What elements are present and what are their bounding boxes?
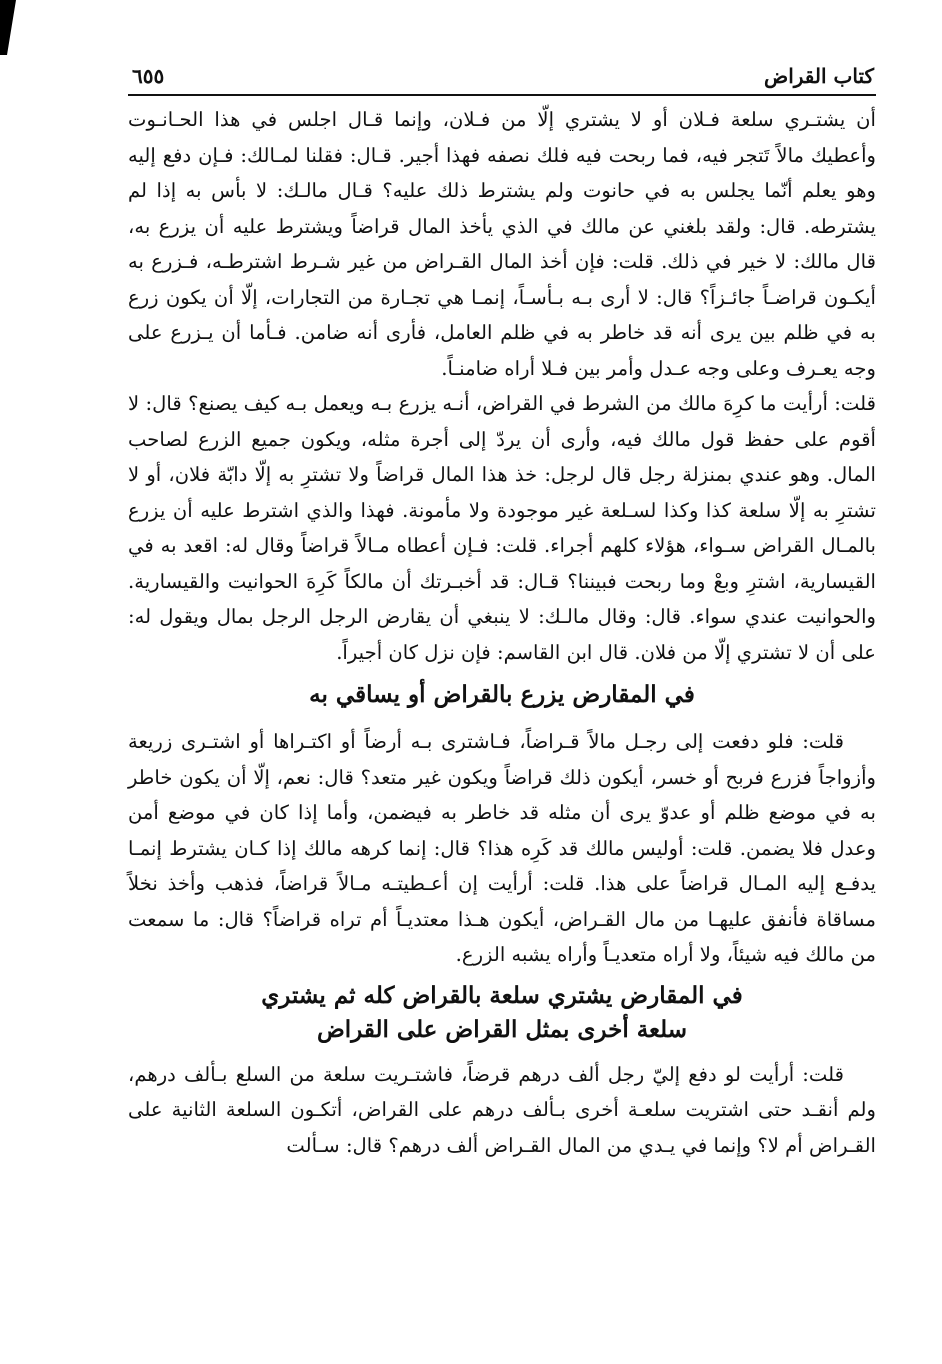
page-number: ٦٥٥ bbox=[132, 64, 165, 88]
section-2-paragraph: قلت: أرأيت لو دفع إليّ رجل ألف درهم قرضاً، فاشتـريت سلعة من السلع بـألف درهم، ولم أنقـد حتى اشتريت سلعـة أخرى بـألف درهم على القراض، أتكـون السلعة الثانية على القـراض أم لا؟ وإنما في يـدي من المال القـراض ألف درهم؟ قال: سـألت bbox=[128, 1062, 876, 1157]
section-heading-2-line-2: سلعة أخرى بمثل القراض على القراض bbox=[316, 1015, 688, 1043]
section-heading-2-line-1: في المقارض يشتري سلعة بالقراض كله ثم يشتري bbox=[261, 981, 743, 1009]
page-corner-mark bbox=[0, 0, 16, 55]
header-rule bbox=[128, 94, 876, 96]
section-heading-1: في المقارض يزرع بالقراض أو يساقي به bbox=[309, 681, 695, 708]
paragraph-2: قلت: أرأيت ما كرِهَ مالك من الشرط في القراض، أنـه يزرع بـه ويعمل بـه كيف يصنع؟ قال: لا أقوم على حفظ قول مالك فيه، وأرى أن يردّ إلى أجرة مثله، ويكون جميع الزرع لصاحب المال. وهو عندي بمنزلة رجل قال لرجل: خذ هذا المال قراضاً ولا تشترِ به إلّا دابّة فلان، أو لا تشترِ به إلّا سلعة كذا وكذا لسـلعة غير موجودة ولا مأمونة. فهذا والذي اشترط عليه أن يزرع بالمـال القراض سـواء، هؤلاء كلهم أجراء. قلت: فـإن أعطاه مـالاً قراضاً وقال له: اقعد به في القيسارية، اشترِ وبعْ وما ربحت فبيننا؟ قـال: قد أخبـرتك أن مالكاً كَرِهَ الحوانيت والقيسارية. والحوانيت عندي سواء. قال: وقال مالـك: لا ينبغي أن يقارض الرجل الرجل بمال ويقول له: على أن لا تشتري إلّا من فلان. قال ابن القاسم: فإن نزل كان أجيراً. bbox=[128, 392, 876, 664]
document-page bbox=[128, 62, 876, 1163]
section-1-paragraph: قلت: فلو دفعت إلى رجـل مالاً قـراضاً، فـاشترى بـه أرضاً أو اكتـراها أو اشتـرى زريعة وأزواجاً فزرع فربح أو خسر، أيكون ذلك قراضاً ويكون غير متعد؟ قال: نعم، إلّا أن يكون خاطر به في موضع ظلم أو عدوّ يرى أن مثله قد خاطر به فيضمن، وأما إذا كان في موضع أمن وعدل فلا يضمن. قلت: أوليس مالك قد كَرِه هذا؟ قال: إنما كرهه مالك إذا كـان يشترط إنمـا يدفـع إليه المـال قراضاً على هذا. قلت: أرأيت إن أعـطيتـه مـالاً قراضاً، فذهب وأخذ نخلاً مساقاة فأنفق عليهـا من مال القـراض، أيكون هـذا معتديـاً أم تراه قراضاً؟ قال: ما سمعت من مالك فيه شيئاً، ولا أراه متعديـاً وأراه يشبه الزرع. bbox=[128, 730, 876, 966]
paragraph-1: أن يشتـري سلعة فـلان أو لا يشتري إلّا من فـلان، وإنما قـال اجلس في هذا الحـانـوت وأعطيك مالاً تَتجر فيه، فما ربحت فيه فلك نصفه فهذا أجير. قـال: فقلنا لمـالك: فـإن دفع إليه وهو يعلم أنّما يجلس به في حانوت ولم يشترط ذلك عليه؟ قـال مالـك: لا بأس به إذا لم يشترطه. قال: ولقد بلغني عن مالك في الذي يأخذ المال قراضاً ويشترط عليه أن يزرع به، قال مالك: لا خير في ذلك. قلت: فإن أخذ المال القـراض من غير شـرط اشترطـه، فـزرع به أيكـون قراضـاً جائـزاً؟ قال: لا أرى بـه بـأسـاً، إنمـا هي تجـارة من التجارات، إلّا أن يكون زرع به في ظلم بين يرى أنه قد خاطر به في ظلم العامل، فأرى أنه ضامن. فـأما أن يـزرع على وجه يعـرف وعلى وجه عـدل وأمر بين فـلا أراه ضامنـاً. bbox=[128, 108, 876, 380]
section-heading-2 bbox=[128, 979, 876, 1047]
book-title: كتاب القراض bbox=[764, 64, 874, 88]
running-header bbox=[128, 62, 876, 96]
